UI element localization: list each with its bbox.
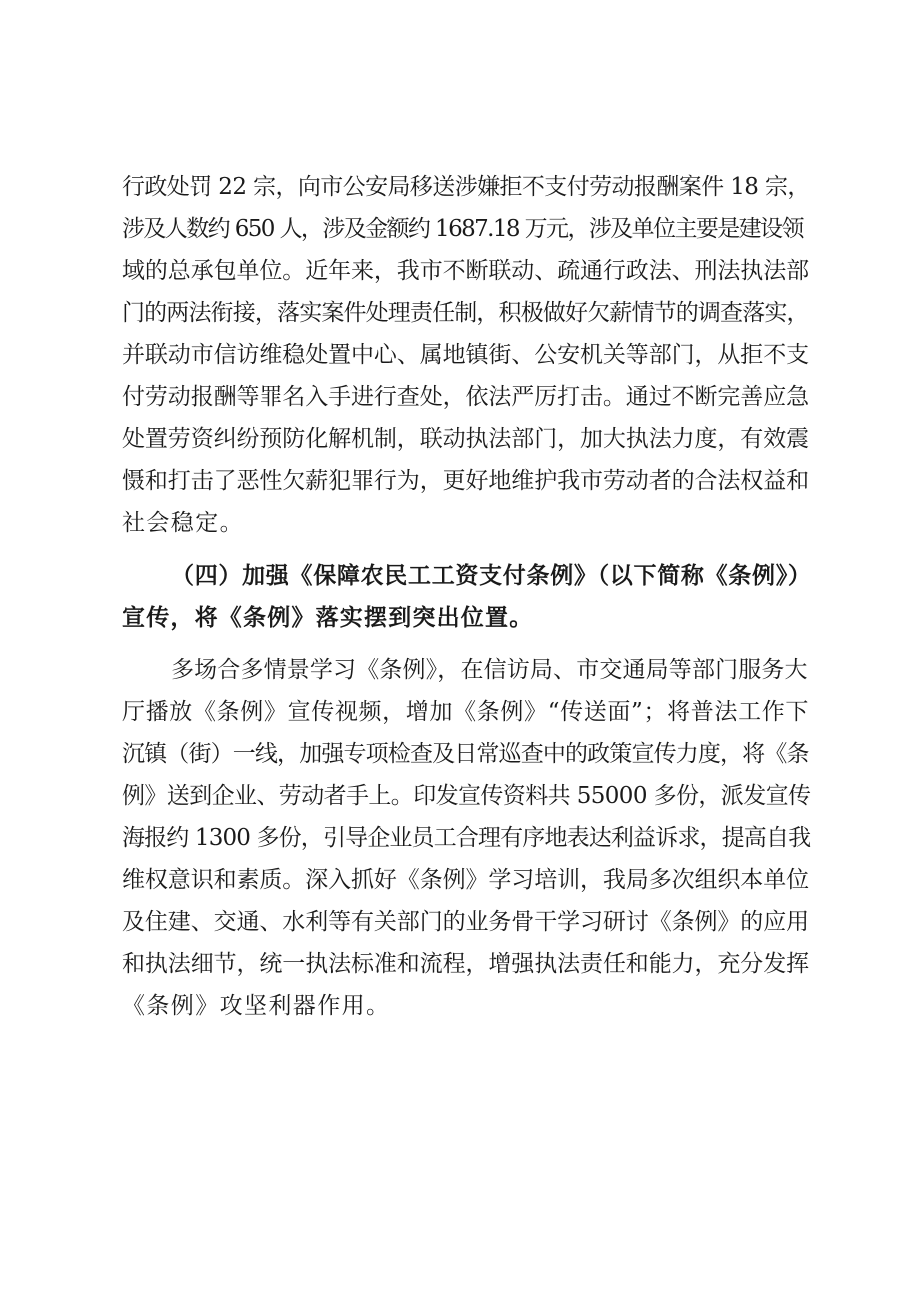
text-line: 并联动市信访维稳处置中心、属地镇街、公安机关等部门，从拒不支: [122, 342, 810, 368]
text-line: 行政处罚 22 宗，向市公安局移送涉嫌拒不支付劳动报酬案件 18 宗，: [122, 174, 810, 200]
text-line: 社会稳定。: [122, 510, 244, 536]
text-line: 例》送到企业、劳动者手上。印发宣传资料共 55000 多份，派发宣传: [122, 783, 811, 809]
text-line: 门的两法衔接，落实案件处理责任制，积极做好欠薪情节的调查落实，: [122, 300, 809, 326]
text-line: 域的总承包单位。近年来，我市不断联动、疏通行政法、刑法执法部: [122, 258, 810, 284]
heading-line: 宣传，将《条例》落实摆到突出位置。: [122, 604, 534, 631]
text-line: 沉镇（街）一线，加强专项检查及日常巡查中的政策宣传力度，将《条: [122, 741, 809, 767]
text-line: 涉及人数约 650 人，涉及金额约 1687.18 万元，涉及单位主要是建设领: [122, 216, 803, 242]
text-line: 付劳动报酬等罪名入手进行查处，依法严厉打击。通过不断完善应急: [122, 384, 810, 410]
text-line: 和执法细节，统一执法标准和流程，增强执法责任和能力，充分发挥: [122, 951, 810, 977]
text-line: 慑和打击了恶性欠薪犯罪行为，更好地维护我市劳动者的合法权益和: [122, 468, 810, 494]
text-line: 处置劳资纠纷预防化解机制，联动执法部门，加大执法力度，有效震: [122, 426, 810, 452]
text-line: 厅播放《条例》宣传视频，增加《条例》“传送面”；将普法工作下: [122, 699, 810, 725]
heading-line: （四）加强《保障农民工工资支付条例》（以下简称《条例》）: [171, 562, 812, 589]
text-line: 《条例》攻坚利器作用。: [122, 993, 391, 1019]
text-line: 维权意识和素质。深入抓好《条例》学习培训，我局多次组织本单位: [122, 867, 810, 893]
text-line: 海报约 1300 多份，引导企业员工合理有序地表达利益诉求，提高自我: [122, 825, 811, 851]
text-line: 及住建、交通、水利等有关部门的业务骨干学习研讨《条例》的应用: [122, 909, 810, 935]
text-line: 多场合多情景学习《条例》，在信访局、市交通局等部门服务大: [171, 657, 808, 683]
